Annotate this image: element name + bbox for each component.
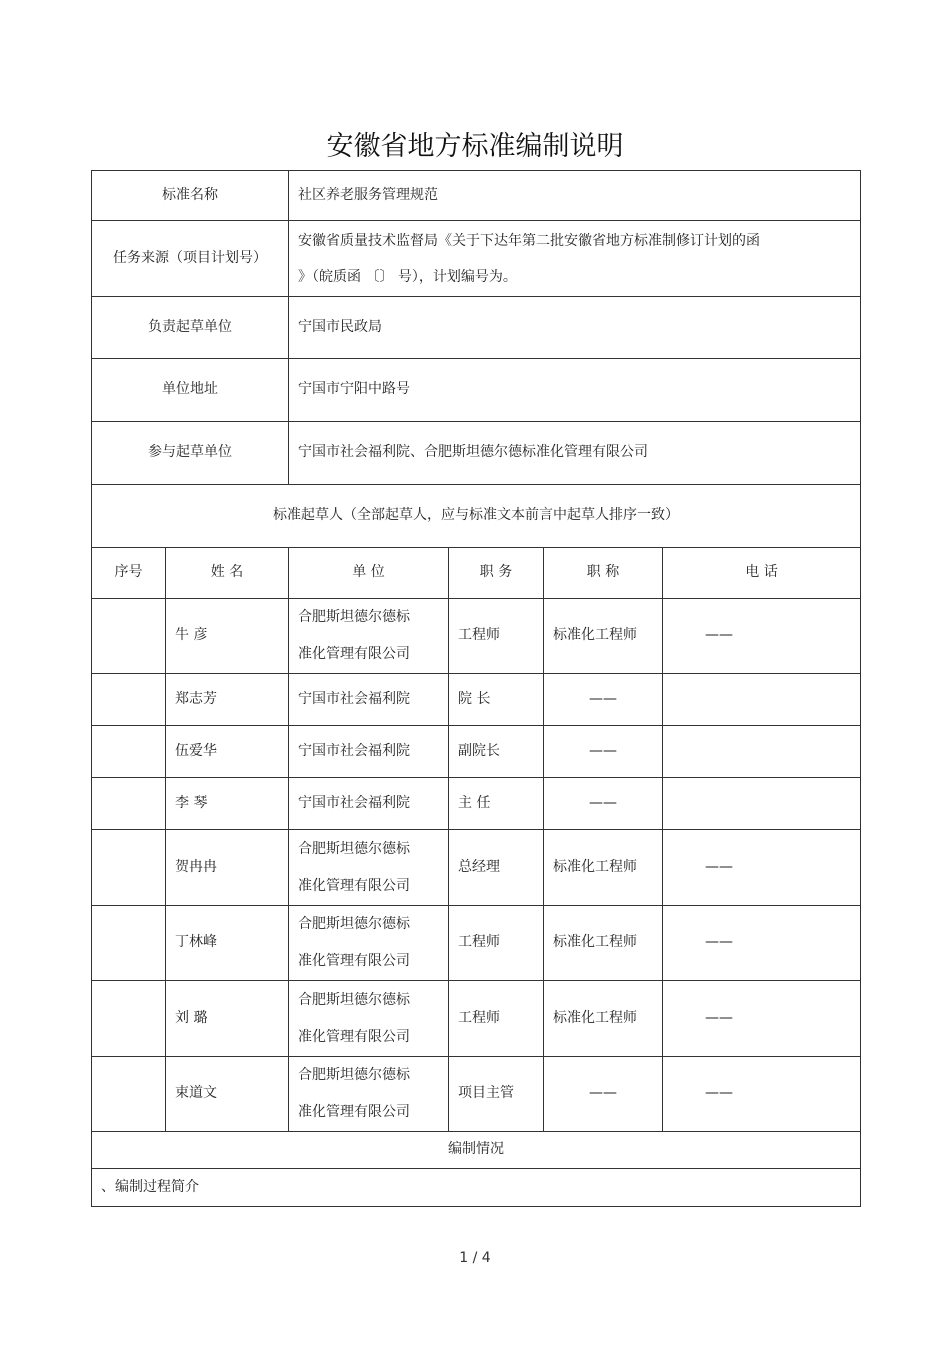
table-row — [92, 830, 861, 906]
drafter-unit — [289, 1057, 449, 1132]
header-title: 职 称 — [544, 548, 663, 599]
drafter-title: —— — [544, 778, 663, 830]
standard-name-label: 标准名称 — [92, 171, 289, 221]
task-source-row — [92, 221, 861, 297]
drafter-position: 项目主管 — [449, 1057, 544, 1132]
drafter-unit: 宁国市社会福利院 — [289, 778, 449, 830]
task-source-value — [289, 221, 861, 297]
table-row — [92, 674, 861, 726]
compilation-section-title: 编制情况 — [92, 1132, 861, 1169]
lead-unit-label: 负责起草单位 — [92, 297, 289, 359]
drafter-name: 刘 璐 — [166, 981, 289, 1057]
address-value: 宁国市宁阳中路号 — [289, 359, 861, 422]
task-source-line-1: 安徽省质量技术监督局《关于下达年第二批安徽省地方标准制修订计划的函 — [298, 232, 760, 249]
address-label: 单位地址 — [92, 359, 289, 422]
drafter-name: 郑志芳 — [166, 674, 289, 726]
row-index-cell — [92, 1057, 166, 1132]
drafter-position: 副院长 — [449, 726, 544, 778]
drafter-title: 标准化工程师 — [544, 599, 663, 674]
drafter-position: 工程师 — [449, 599, 544, 674]
drafter-position: 院 长 — [449, 674, 544, 726]
drafter-phone: —— — [663, 1057, 861, 1132]
row-index-cell — [92, 830, 166, 906]
drafter-position: 工程师 — [449, 906, 544, 981]
compilation-section-row — [92, 1132, 861, 1169]
address-row — [92, 359, 861, 422]
task-source-line-2: 》（皖质函 〔〕 号），计划编号为。 — [298, 268, 517, 285]
drafter-unit-line-1: 合肥斯坦德尔德标 — [298, 991, 410, 1008]
drafter-unit — [289, 981, 449, 1057]
standard-name-row — [92, 171, 861, 221]
drafter-phone: —— — [663, 830, 861, 906]
standard-name-value: 社区养老服务管理规范 — [289, 171, 861, 221]
header-unit: 单 位 — [289, 548, 449, 599]
lead-unit-value: 宁国市民政局 — [289, 297, 861, 359]
drafter-unit-line-2: 准化管理有限公司 — [298, 877, 410, 894]
table-row — [92, 1057, 861, 1132]
drafter-name: 牛 彦 — [166, 599, 289, 674]
drafter-title: 标准化工程师 — [544, 830, 663, 906]
drafter-unit-line-2: 准化管理有限公司 — [298, 953, 410, 969]
participants-value: 宁国市社会福利院、合肥斯坦德尔德标准化管理有限公司 — [289, 422, 861, 485]
row-index-cell — [92, 726, 166, 778]
drafter-unit: 宁国市社会福利院 — [289, 726, 449, 778]
drafter-phone: —— — [663, 906, 861, 981]
drafter-unit-line-1: 合肥斯坦德尔德标 — [298, 916, 410, 932]
header-index: 序号 — [92, 548, 166, 599]
drafter-position: 总经理 — [449, 830, 544, 906]
drafter-unit: 宁国市社会福利院 — [289, 674, 449, 726]
row-index-cell — [92, 906, 166, 981]
drafters-section-row — [92, 485, 861, 548]
drafter-unit — [289, 830, 449, 906]
drafter-unit-line-2: 准化管理有限公司 — [298, 646, 410, 662]
drafter-phone: —— — [663, 599, 861, 674]
table-row — [92, 599, 861, 674]
drafter-name: 束道文 — [166, 1057, 289, 1132]
drafter-unit-line-2: 准化管理有限公司 — [298, 1028, 410, 1045]
drafter-position: 工程师 — [449, 981, 544, 1057]
drafter-unit-line-1: 合肥斯坦德尔德标 — [298, 1067, 410, 1083]
table-row — [92, 778, 861, 830]
row-index-cell — [92, 778, 166, 830]
drafter-phone — [663, 674, 861, 726]
process-intro-heading: 、编制过程简介 — [92, 1169, 861, 1207]
drafter-position: 主 任 — [449, 778, 544, 830]
participants-label: 参与起草单位 — [92, 422, 289, 485]
header-phone: 电 话 — [663, 548, 861, 599]
header-name: 姓 名 — [166, 548, 289, 599]
drafter-name: 伍爱华 — [166, 726, 289, 778]
drafter-phone: —— — [663, 981, 861, 1057]
drafter-phone — [663, 726, 861, 778]
drafter-name: 贺冉冉 — [166, 830, 289, 906]
drafter-phone — [663, 778, 861, 830]
row-index-cell — [92, 674, 166, 726]
row-index-cell — [92, 981, 166, 1057]
drafter-unit — [289, 906, 449, 981]
drafter-title: —— — [544, 1057, 663, 1132]
table-row — [92, 981, 861, 1057]
page-title: 安徽省地方标准编制说明 — [326, 131, 624, 162]
lead-unit-row — [92, 297, 861, 359]
drafter-unit — [289, 599, 449, 674]
row-index-cell — [92, 599, 166, 674]
drafter-name: 李 琴 — [166, 778, 289, 830]
table-row — [92, 906, 861, 981]
page-number: 1 / 4 — [459, 1250, 491, 1266]
standard-info-table — [91, 170, 861, 1207]
drafter-unit-line-1: 合肥斯坦德尔德标 — [298, 840, 410, 857]
process-intro-row — [92, 1169, 861, 1207]
drafters-header-row — [92, 548, 861, 599]
header-position: 职 务 — [449, 548, 544, 599]
task-source-label: 任务来源（项目计划号） — [92, 221, 289, 297]
drafter-title: —— — [544, 674, 663, 726]
drafter-title: 标准化工程师 — [544, 981, 663, 1057]
participants-row — [92, 422, 861, 485]
drafters-section-title: 标准起草人（全部起草人，应与标准文本前言中起草人排序一致） — [92, 485, 861, 548]
table-row — [92, 726, 861, 778]
drafter-unit-line-2: 准化管理有限公司 — [298, 1104, 410, 1120]
drafter-title: —— — [544, 726, 663, 778]
drafter-title: 标准化工程师 — [544, 906, 663, 981]
drafter-unit-line-1: 合肥斯坦德尔德标 — [298, 609, 410, 625]
drafter-name: 丁林峰 — [166, 906, 289, 981]
